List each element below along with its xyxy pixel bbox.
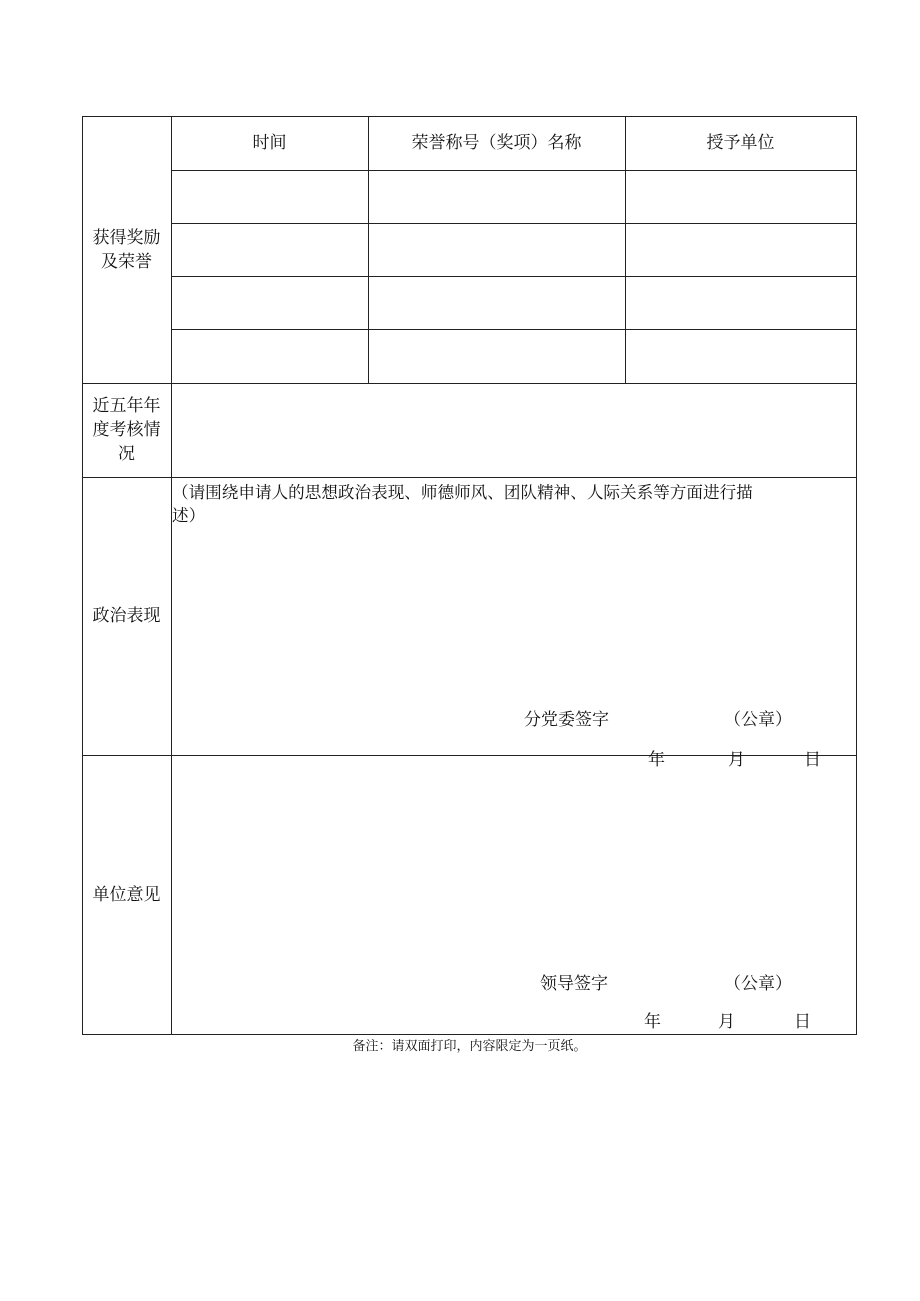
award-row-4-time-cell[interactable] <box>172 330 367 382</box>
unit-opinion-label: 单位意见 <box>92 884 161 905</box>
assessment-label-line3: 况 <box>118 444 135 464</box>
unit-seal-label: （公章） <box>724 974 792 994</box>
award-row-3-name-cell[interactable] <box>369 277 624 328</box>
award-row-4-name-cell[interactable] <box>369 330 624 382</box>
unit-opinion-content-cell[interactable] <box>172 756 856 1034</box>
party-committee-sign-label: 分党委签字 <box>524 710 609 730</box>
assessment-label <box>82 383 171 477</box>
table-right-border <box>856 116 857 1035</box>
award-row-1-name-cell[interactable] <box>369 171 624 222</box>
award-row-2-time-cell[interactable] <box>172 224 367 275</box>
unit-day-label: 日 <box>794 1012 811 1032</box>
unit-month-label: 月 <box>718 1012 735 1032</box>
footnote: 备注：请双面打印，内容限定为一页纸。 <box>352 1039 587 1054</box>
political-instruction-line2: 述） <box>172 506 206 525</box>
award-row-1-time-cell[interactable] <box>172 171 367 222</box>
political-content-cell[interactable] <box>172 478 856 770</box>
political-seal-label: （公章） <box>724 710 792 730</box>
awards-label-line2: 及荣誉 <box>101 251 152 272</box>
political-instruction-line1: （请围绕申请人的思想政治表现、师德师风、团队精神、人际关系等方面进行描 <box>172 483 753 502</box>
awards-label <box>82 116 171 383</box>
political-year-label: 年 <box>648 750 665 770</box>
awards-label-line1: 获得奖励 <box>92 227 161 248</box>
header-granting-unit: 授予单位 <box>706 133 775 153</box>
political-day-label: 日 <box>804 750 821 770</box>
unit-year-label: 年 <box>644 1012 661 1032</box>
award-row-1-unit-cell[interactable] <box>626 171 855 222</box>
header-time: 时间 <box>252 133 287 153</box>
assessment-label-line2: 度考核情 <box>92 420 161 440</box>
header-honor-name: 荣誉称号（奖项）名称 <box>411 133 582 153</box>
award-row-3-time-cell[interactable] <box>172 277 367 328</box>
award-row-2-unit-cell[interactable] <box>626 224 855 275</box>
political-label: 政治表现 <box>92 606 161 626</box>
award-row-2-name-cell[interactable] <box>369 224 624 275</box>
award-row-3-unit-cell[interactable] <box>626 277 855 328</box>
assessment-content-cell[interactable] <box>172 384 855 476</box>
assessment-label-line1: 近五年年 <box>92 396 161 416</box>
leader-sign-label: 领导签字 <box>540 974 608 994</box>
political-month-label: 月 <box>728 750 745 770</box>
award-row-4-unit-cell[interactable] <box>626 330 855 382</box>
table-bottom-border <box>82 1034 857 1035</box>
